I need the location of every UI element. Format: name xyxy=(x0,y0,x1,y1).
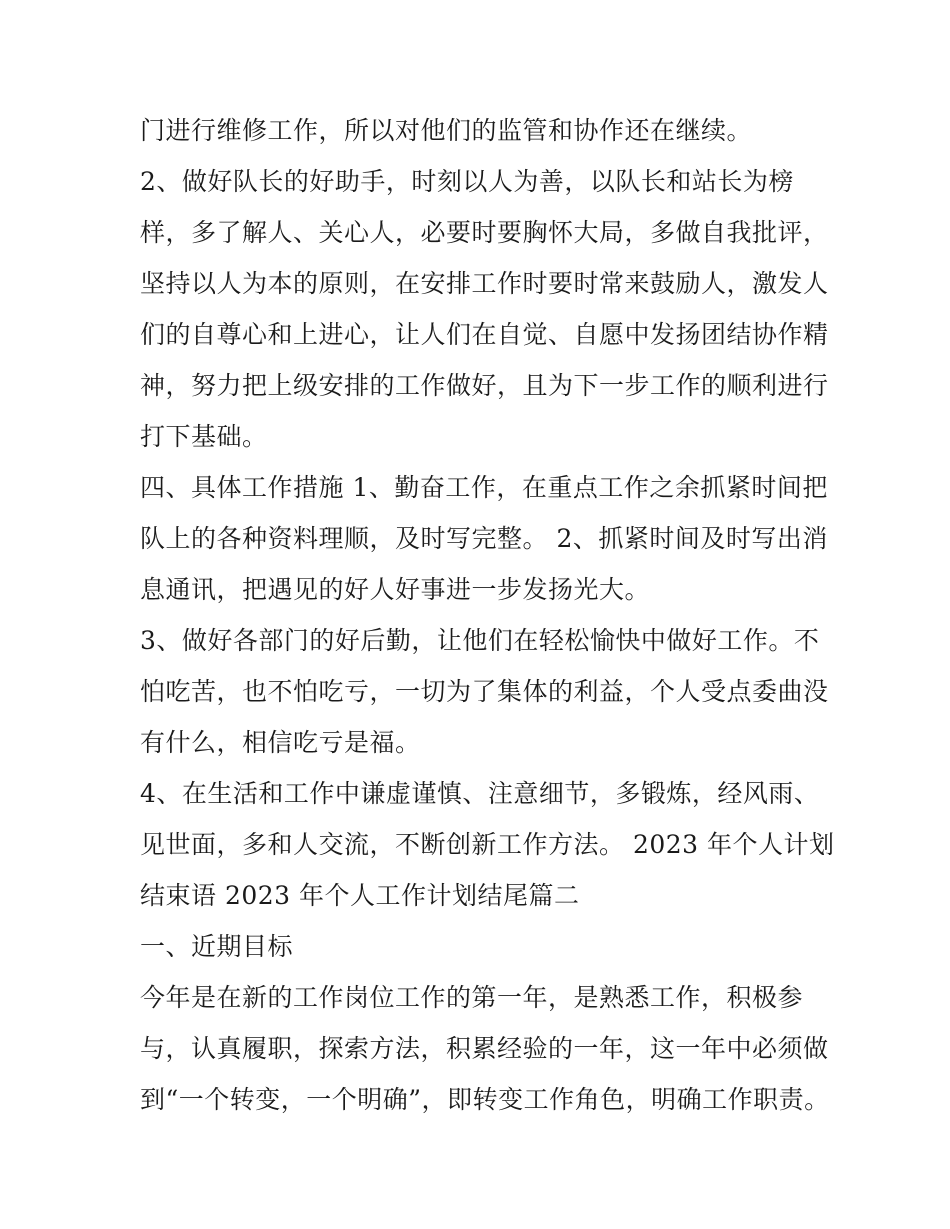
text-line: 们的自尊心和上进心，让人们在自觉、自愿中发扬团结协作精 xyxy=(140,320,829,349)
text-line: 与，认真履职，探索方法，积累经验的一年，这一年中必须做 xyxy=(140,1034,829,1063)
text-line: 怕吃苦，也不怕吃亏，一切为了集体的利益，个人受点委曲没 xyxy=(140,677,829,706)
text-line: 一、近期目标 xyxy=(140,932,294,961)
text-line: 神，努力把上级安排的工作做好，且为下一步工作的顺利进行 xyxy=(140,371,829,400)
text-line: 4、在生活和工作中谦虚谨慎、注意细节，多锻炼，经风雨、 xyxy=(140,779,820,808)
text-line: 结束语 2023 年个人工作计划结尾篇二 xyxy=(140,881,580,910)
text-line: 今年是在新的工作岗位工作的第一年，是熟悉工作，积极参 xyxy=(140,983,804,1012)
text-line: 息通讯，把遇见的好人好事进一步发扬光大。 xyxy=(140,575,651,604)
text-line: 队上的各种资料理顺，及时写完整。 2、抓紧时间及时写出消 xyxy=(140,524,828,553)
text-line: 门进行维修工作，所以对他们的监管和协作还在继续。 xyxy=(140,116,753,145)
text-line: 见世面，多和人交流，不断创新工作方法。 2023 年个人计划 xyxy=(140,830,835,859)
text-line: 3、做好各部门的好后勤，让他们在轻松愉快中做好工作。不 xyxy=(140,626,820,655)
text-line: 样，多了解人、关心人，必要时要胸怀大局，多做自我批评， xyxy=(140,218,829,247)
text-line: 到“一个转变，一个明确”，即转变工作角色，明确工作职责。 xyxy=(140,1085,830,1114)
text-line: 打下基础。 xyxy=(140,422,268,451)
text-line: 四、具体工作措施 1、勤奋工作，在重点工作之余抓紧时间把 xyxy=(140,473,828,502)
text-line: 2、做好队长的好助手，时刻以人为善，以队长和站长为榜 xyxy=(140,167,794,196)
text-line: 坚持以人为本的原则，在安排工作时要时常来鼓励人，激发人 xyxy=(140,269,829,298)
document-body xyxy=(140,105,835,1125)
text-line: 有什么，相信吃亏是福。 xyxy=(140,728,421,757)
